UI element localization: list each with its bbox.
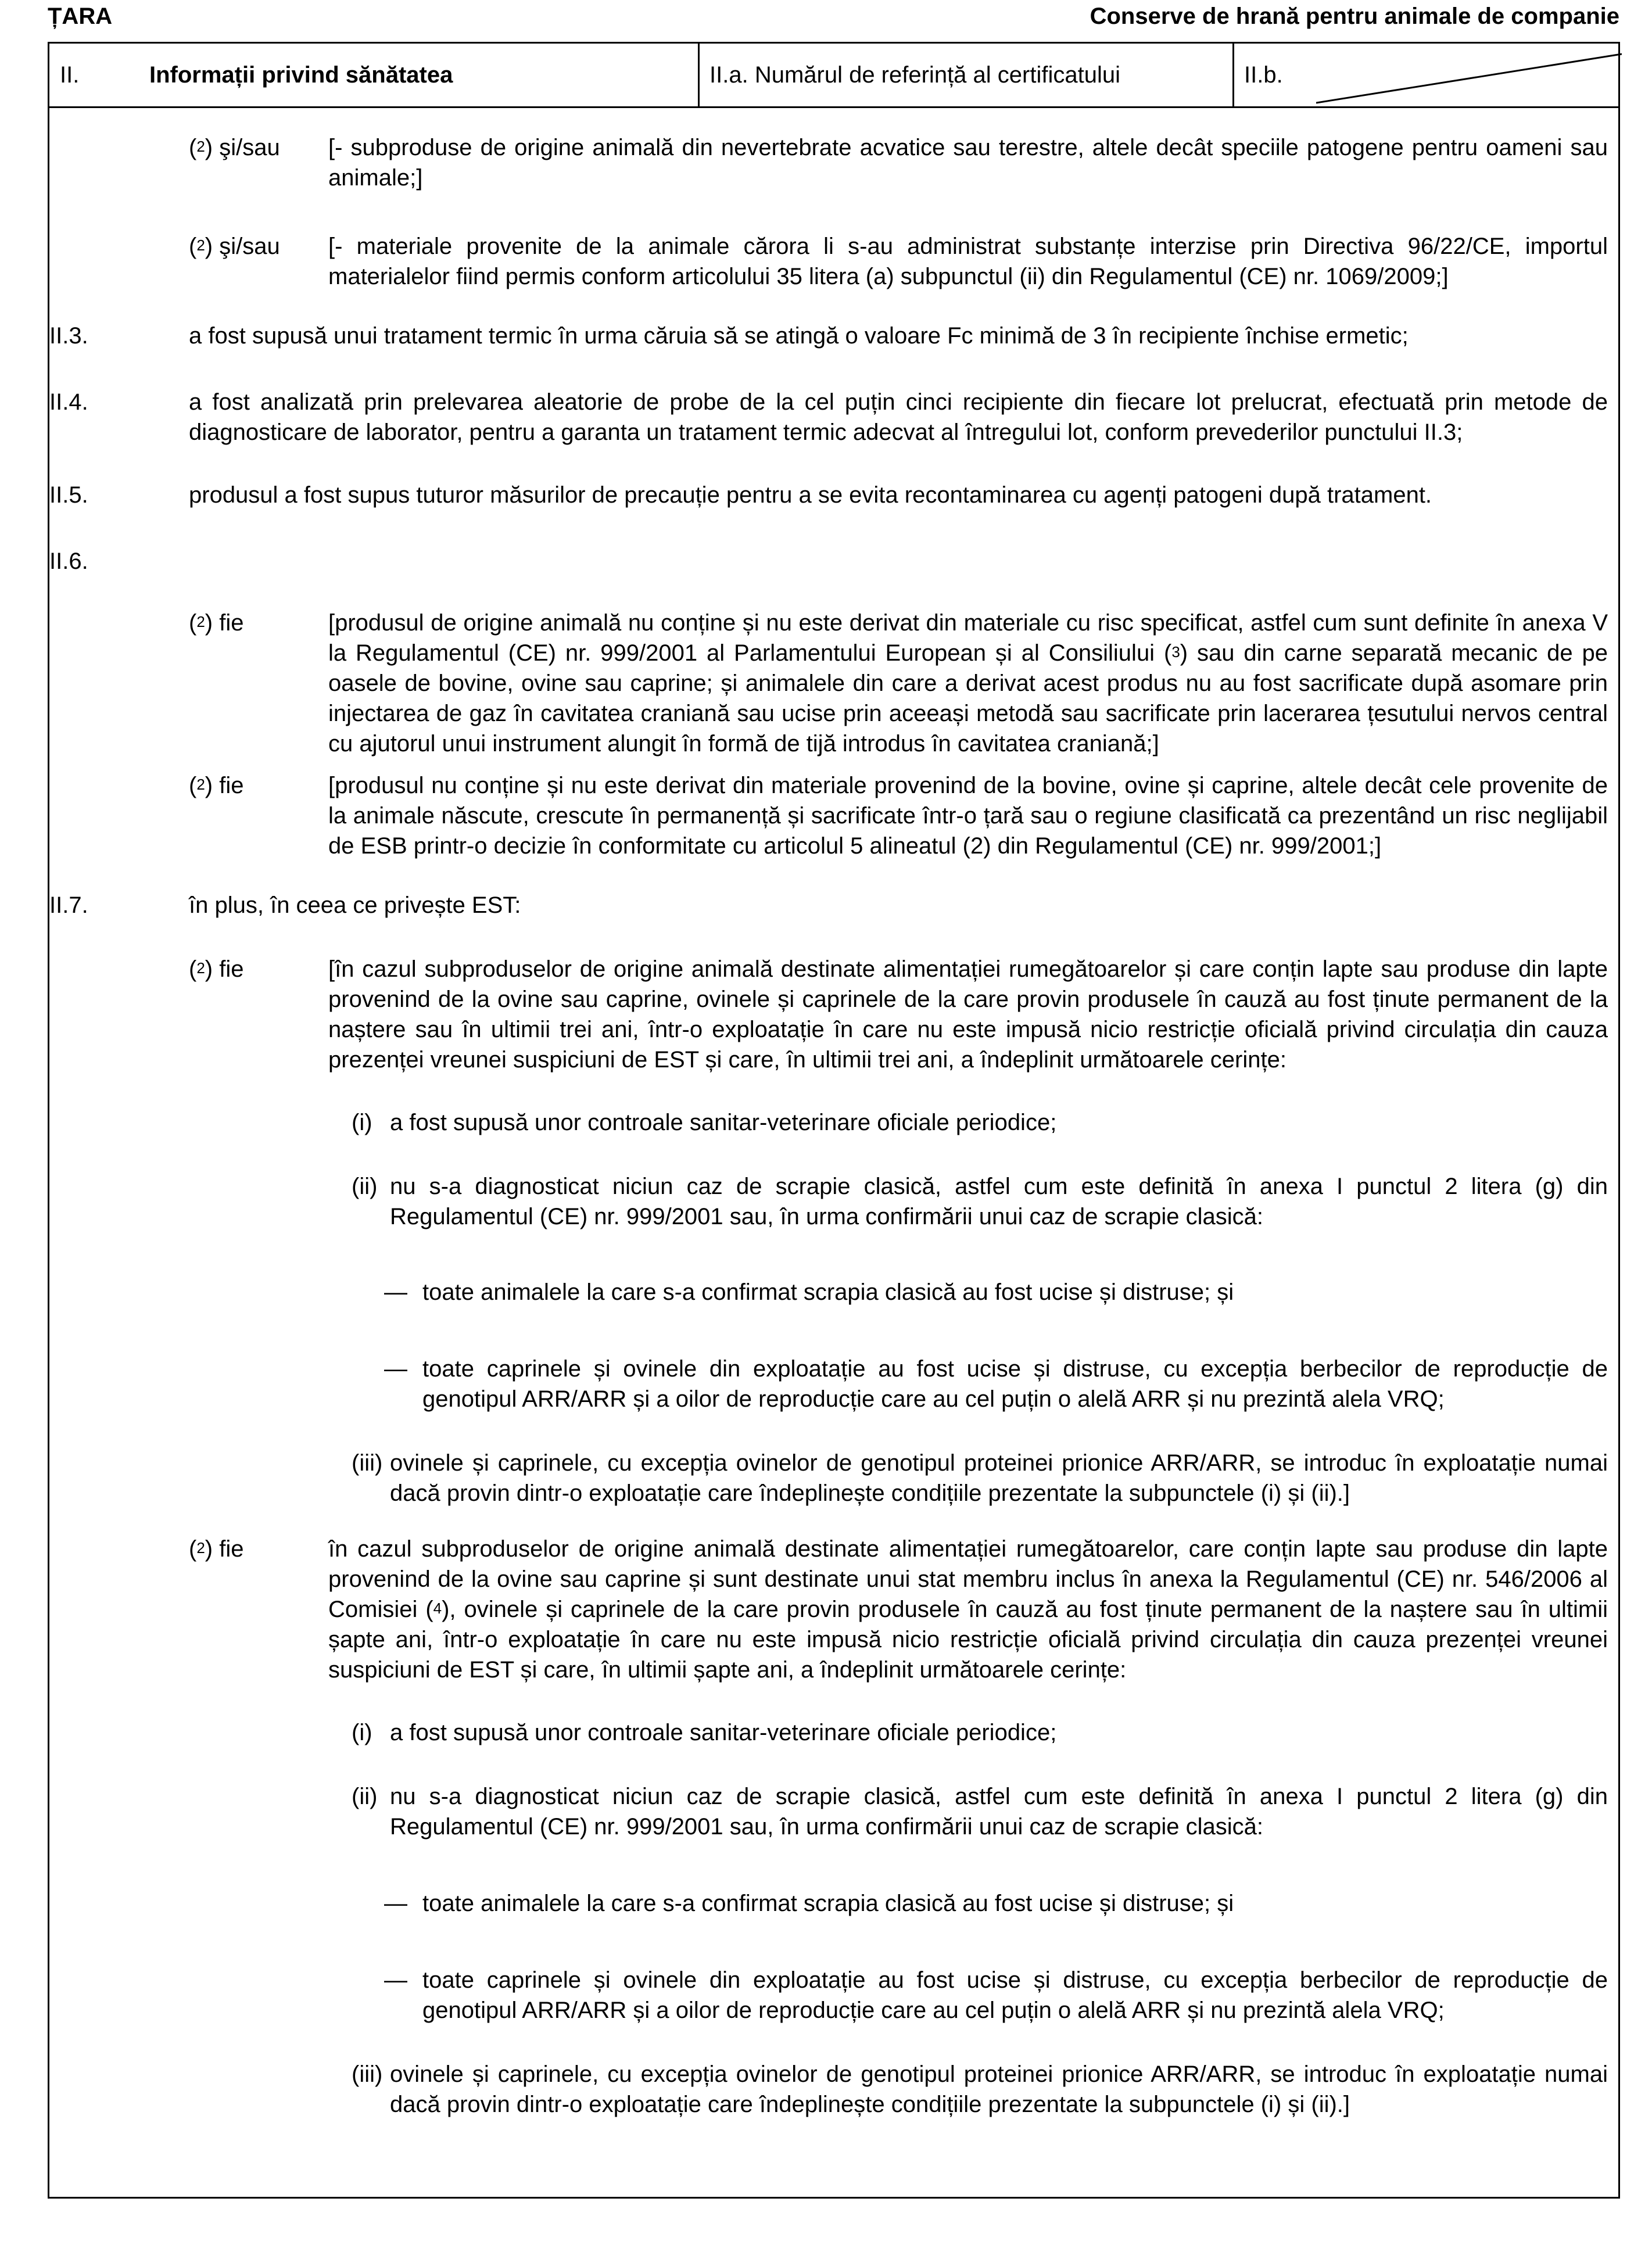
section-title: Informații privind sănătatea (149, 62, 453, 88)
item-number: II.3. (49, 323, 88, 349)
divider (698, 44, 700, 106)
dash-bullet: — (384, 1967, 407, 1993)
option-label: ($^2$) şi/sau (189, 135, 280, 160)
section-number: II. (60, 62, 80, 88)
option-label: ($^2$) fie (189, 610, 244, 636)
paragraph: produsul a fost supus tuturor măsurilor de precauție pentru a se evita recontaminarea cu agenți patogeni după tratament. (189, 482, 1432, 508)
paragraph: toate animalele la care s-a confirmat scrapia clasică au fost ucise și distruse; și (422, 1891, 1234, 1916)
paragraph: a fost supusă unor controale sanitar-veterinare oficiale periodice; (390, 1110, 1057, 1135)
paragraph: ovinele și caprinele, cu excepția ovinelor de genotipul proteinei prionice ARR/ARR, se introduc în exploatație numai dacă provin dintr-o exploatație care îndeplinește condițiile prezentate la subpunctele (i) și (ii).] (390, 2061, 1608, 2117)
sub-item-number: (i) (352, 1110, 372, 1135)
sub-item-number: (ii) (352, 1174, 378, 1199)
reference-number-label: II.a. Numărul de referință al certificatului (709, 62, 1120, 88)
document-title: Conserve de hrană pentru animale de companie (1090, 3, 1619, 29)
paragraph: [produsul de origine animală nu conține și nu este derivat din materiale cu risc specificat, astfel cum sunt definite în anexa V la Regulamentul (CE) nr. 999/2001 al Parlamentului European și al Consiliului ($^3$) sau din carne separată mecanic de pe oasele de bovine, ovine sau caprine; și animalele din care a derivat acest produs nu au fost sacrificate după asomare prin injectarea de gaz în cavitatea craniană sau ucise prin aceeași metodă sau sacrificate prin lacerarea țesutului nervos central cu ajutorul unui instrument alungit în formă de tijă introdus în cavitatea craniană;] (328, 610, 1608, 756)
item-number: II.5. (49, 482, 88, 508)
option-label: ($^2$) fie (189, 1536, 244, 1562)
paragraph: [- subproduse de origine animală din nevertebrate acvatice sau terestre, altele decât speciile patogene pentru oameni sau animale;] (328, 135, 1608, 191)
paragraph: [produsul nu conține și nu este derivat din materiale provenind de la bovine, ovine și caprine, altele decât cele provenite de la animale născute, crescute în permanență și sacrificate într-o țară sau o regiune clasificată ca prezentând un risc neglijabil de ESB printr-o decizie în conformitate cu articolul 5 alineatul (2) din Regulamentul (CE) nr. 999/2001;] (328, 773, 1608, 859)
option-label: ($^2$) fie (189, 956, 244, 982)
option-label: ($^2$) fie (189, 773, 244, 798)
diagonal-line (1316, 44, 1622, 106)
paragraph: toate caprinele și ovinele din exploatație au fost ucise și distruse, cu excepția berbecilor de reproducție de genotipul ARR/ARR și a oilor de reproducție care au cel puțin o alelă ARR și nu prezintă alela VRQ; (422, 1356, 1608, 1412)
paragraph: a fost analizată prin prelevarea aleatorie de probe de la cel puțin cinci recipiente din fiecare lot prelucrat, efectuată prin metode de diagnosticare de laborator, pentru a garanta un tratament termic adecvat al întregului lot, conform prevederilor punctului II.3; (189, 389, 1608, 445)
paragraph: nu s-a diagnosticat niciun caz de scrapie clasică, astfel cum este definită în anexa I punctul 2 litera (g) din Regulamentul (CE) nr. 999/2001 sau, în urma confirmării unui caz de scrapie clasică: (390, 1174, 1608, 1229)
sub-item-number: (iii) (352, 1450, 383, 1476)
paragraph: toate animalele la care s-a confirmat scrapia clasică au fost ucise și distruse; și (422, 1279, 1234, 1305)
reference-b-label: II.b. (1244, 62, 1283, 88)
sub-item-number: (iii) (352, 2061, 383, 2087)
paragraph: a fost supusă unui tratament termic în urma căruia să se atingă o valoare Fc minimă de 3 în recipiente închise ermetic; (189, 323, 1409, 349)
dash-bullet: — (384, 1356, 407, 1382)
dash-bullet: — (384, 1891, 407, 1916)
paragraph: [în cazul subproduselor de origine animală destinate alimentației rumegătoarelor și care conțin lapte sau produse din lapte provenind de la ovine sau caprine, ovinele și caprinele de la care provin produsele în cauză au fost ținute permanent de la naștere sau în ultimii trei ani, într-o exploatație în care nu este impusă nicio restricție oficială privind circulația din cauza prezenței vreunei suspiciuni de EST și care, în ultimii trei ani, a îndeplinit următoarele cerințe: (328, 956, 1608, 1073)
option-label: ($^2$) şi/sau (189, 234, 280, 259)
paragraph: toate caprinele și ovinele din exploatație au fost ucise și distruse, cu excepția berbecilor de reproducție de genotipul ARR/ARR și a oilor de reproducție care au cel puțin o alelă ARR și nu prezintă alela VRQ; (422, 1967, 1608, 2023)
sub-item-number: (i) (352, 1720, 372, 1745)
country-label: ȚARA (48, 3, 113, 29)
paragraph: în cazul subproduselor de origine animală destinate alimentației rumegătoarelor, care conțin lapte sau produse din lapte provenind de la ovine sau caprine și sunt destinate unui stat membru inclus în anexa la Regulamentul (CE) nr. 546/2006 al Comisiei ($^4$), ovinele și caprinele de la care provin produsele în cauză au fost ținute permanent de la naștere sau în ultimii șapte ani, într-o exploatație în care nu este impusă nicio restricție oficială privind circulația din cauza prezenței vreunei suspiciuni de EST și care, în ultimii șapte ani, a îndeplinit următoarele cerințe: (328, 1536, 1608, 1683)
paragraph: a fost supusă unor controale sanitar-veterinare oficiale periodice; (390, 1720, 1057, 1745)
certificate-frame (48, 42, 1620, 2199)
item-number: II.7. (49, 892, 88, 918)
paragraph: ovinele și caprinele, cu excepția ovinelor de genotipul proteinei prionice ARR/ARR, se introduc în exploatație numai dacă provin dintr-o exploatație care îndeplinește condițiile prezentate la subpunctele (i) și (ii).] (390, 1450, 1608, 1506)
item-number: II.6. (49, 548, 88, 574)
item-number: II.4. (49, 389, 88, 415)
paragraph: în plus, în ceea ce privește EST: (189, 892, 521, 918)
sub-item-number: (ii) (352, 1784, 378, 1809)
dash-bullet: — (384, 1279, 407, 1305)
section-header-bar (49, 44, 1618, 108)
divider (1232, 44, 1234, 106)
paragraph: nu s-a diagnosticat niciun caz de scrapie clasică, astfel cum este definită în anexa I punctul 2 litera (g) din Regulamentul (CE) nr. 999/2001 sau, în urma confirmării unui caz de scrapie clasică: (390, 1784, 1608, 1840)
paragraph: [- materiale provenite de la animale cărora li s-au administrat substanțe interzise prin Directiva 96/22/CE, importul materialelor fiind permis conform articolului 35 litera (a) subpunctul (ii) din Regulamentul (CE) nr. 1069/2009;] (328, 234, 1608, 289)
